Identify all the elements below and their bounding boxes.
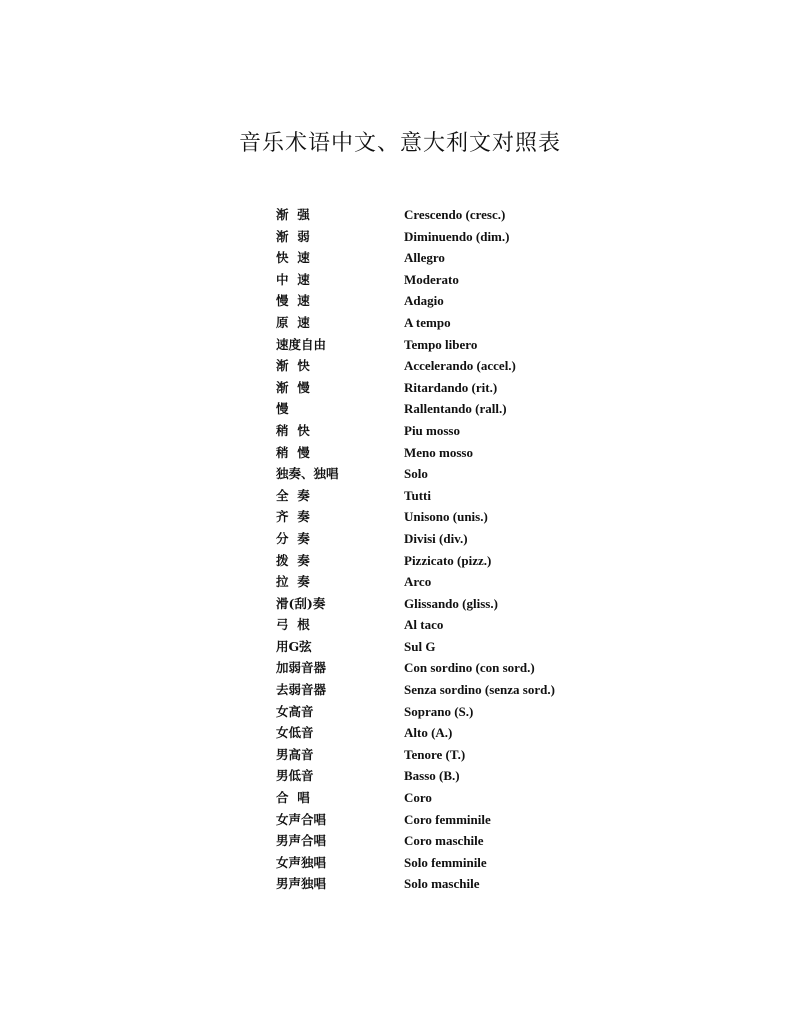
italian-term: Pizzicato (pizz.) [404, 552, 492, 568]
term-row [270, 679, 600, 701]
term-row [270, 830, 600, 852]
italian-term: Divisi (div.) [404, 530, 468, 546]
chinese-term: 加弱音器 [276, 660, 327, 676]
term-row [270, 506, 600, 528]
italian-term: Arco [404, 574, 432, 590]
italian-term: Basso (B.) [404, 768, 460, 784]
term-row [270, 312, 600, 334]
chinese-term: 速度自由 [276, 336, 327, 352]
italian-term: Adagio [404, 293, 444, 309]
term-row [270, 377, 600, 399]
italian-term: Rallentando (rall.) [404, 401, 507, 417]
chinese-term: 原 速 [276, 314, 310, 330]
italian-term: Sul G [404, 638, 436, 654]
term-row [270, 420, 600, 442]
italian-term: Meno mosso [404, 444, 473, 460]
chinese-term: 齐 奏 [276, 509, 310, 525]
term-row [270, 334, 600, 356]
italian-term: Solo [404, 466, 428, 482]
chinese-term: 渐 快 [276, 358, 310, 374]
term-row [270, 765, 600, 787]
chinese-term: 拉 奏 [276, 574, 310, 590]
italian-term: Piu mosso [404, 422, 460, 438]
chinese-term: 女声合唱 [276, 811, 327, 827]
chinese-term: 稍 快 [276, 422, 310, 438]
chinese-term: 渐 强 [276, 207, 310, 222]
chinese-term: 快 速 [276, 250, 310, 266]
chinese-term: 滑(刮)奏 [276, 595, 326, 611]
term-row [270, 614, 600, 636]
italian-term: Solo maschile [404, 876, 480, 892]
italian-term: A tempo [404, 314, 451, 330]
chinese-term: 合 唱 [276, 790, 310, 806]
term-row [270, 722, 600, 744]
chinese-term: 男声独唱 [276, 876, 327, 892]
italian-term: Senza sordino (senza sord.) [404, 682, 555, 698]
italian-term: Alto (A.) [404, 725, 453, 741]
term-row [270, 873, 600, 895]
term-table [270, 204, 600, 895]
term-row [270, 398, 600, 420]
term-row [270, 701, 600, 723]
chinese-term: 女声独唱 [276, 854, 327, 870]
term-row [270, 809, 600, 831]
term-row [270, 636, 600, 658]
italian-term: Glissando (gliss.) [404, 595, 498, 611]
italian-term: Tempo libero [404, 336, 478, 352]
term-row [270, 247, 600, 269]
italian-term: Coro [404, 790, 432, 806]
chinese-term: 拨 奏 [276, 552, 310, 568]
chinese-term: 渐 慢 [276, 379, 310, 395]
term-row [270, 744, 600, 766]
italian-term: Tenore (T.) [404, 746, 466, 762]
chinese-term: 慢 速 [276, 293, 310, 309]
chinese-term: 用G弦 [276, 638, 312, 654]
chinese-term: 男声合唱 [276, 833, 327, 849]
italian-term: Al taco [404, 617, 444, 633]
chinese-term: 独奏、独唱 [276, 466, 339, 482]
term-row [270, 787, 600, 809]
italian-term: Unisono (unis.) [404, 509, 488, 525]
term-row [270, 204, 600, 226]
term-row [270, 528, 600, 550]
italian-term: Accelerando (accel.) [404, 358, 516, 374]
chinese-term: 中 速 [276, 271, 310, 287]
chinese-term: 去弱音器 [276, 682, 327, 698]
chinese-term: 男低音 [276, 768, 314, 784]
term-row [270, 269, 600, 291]
term-row [270, 593, 600, 615]
term-row [270, 485, 600, 507]
chinese-term: 男高音 [276, 746, 314, 762]
italian-term: Solo femminile [404, 854, 487, 870]
chinese-term: 稍 慢 [276, 444, 310, 460]
term-row [270, 657, 600, 679]
term-row [270, 290, 600, 312]
term-row [270, 442, 600, 464]
term-row [270, 571, 600, 593]
chinese-term: 分 奏 [276, 530, 310, 546]
chinese-term: 全 奏 [276, 487, 310, 503]
chinese-term: 渐 弱 [276, 228, 310, 244]
italian-term: Coro maschile [404, 833, 484, 849]
term-row [270, 550, 600, 572]
italian-term: Con sordino (con sord.) [404, 660, 535, 676]
chinese-term: 慢 [276, 401, 289, 417]
term-row [270, 355, 600, 377]
chinese-term: 女低音 [276, 725, 314, 741]
italian-term: Moderato [404, 271, 459, 287]
italian-term: Allegro [404, 250, 445, 266]
italian-term: Tutti [404, 487, 431, 503]
italian-term: Coro femminile [404, 811, 491, 827]
term-row [270, 463, 600, 485]
term-row [270, 226, 600, 248]
italian-term: Diminuendo (dim.) [404, 228, 510, 244]
italian-term: Crescendo (cresc.) [404, 207, 506, 222]
page-title: 音乐术语中文、意大利文对照表 [238, 131, 561, 156]
term-row [270, 852, 600, 874]
chinese-term: 女高音 [276, 703, 314, 719]
chinese-term: 弓 根 [276, 617, 310, 633]
italian-term: Soprano (S.) [404, 703, 474, 719]
italian-term: Ritardando (rit.) [404, 379, 498, 395]
